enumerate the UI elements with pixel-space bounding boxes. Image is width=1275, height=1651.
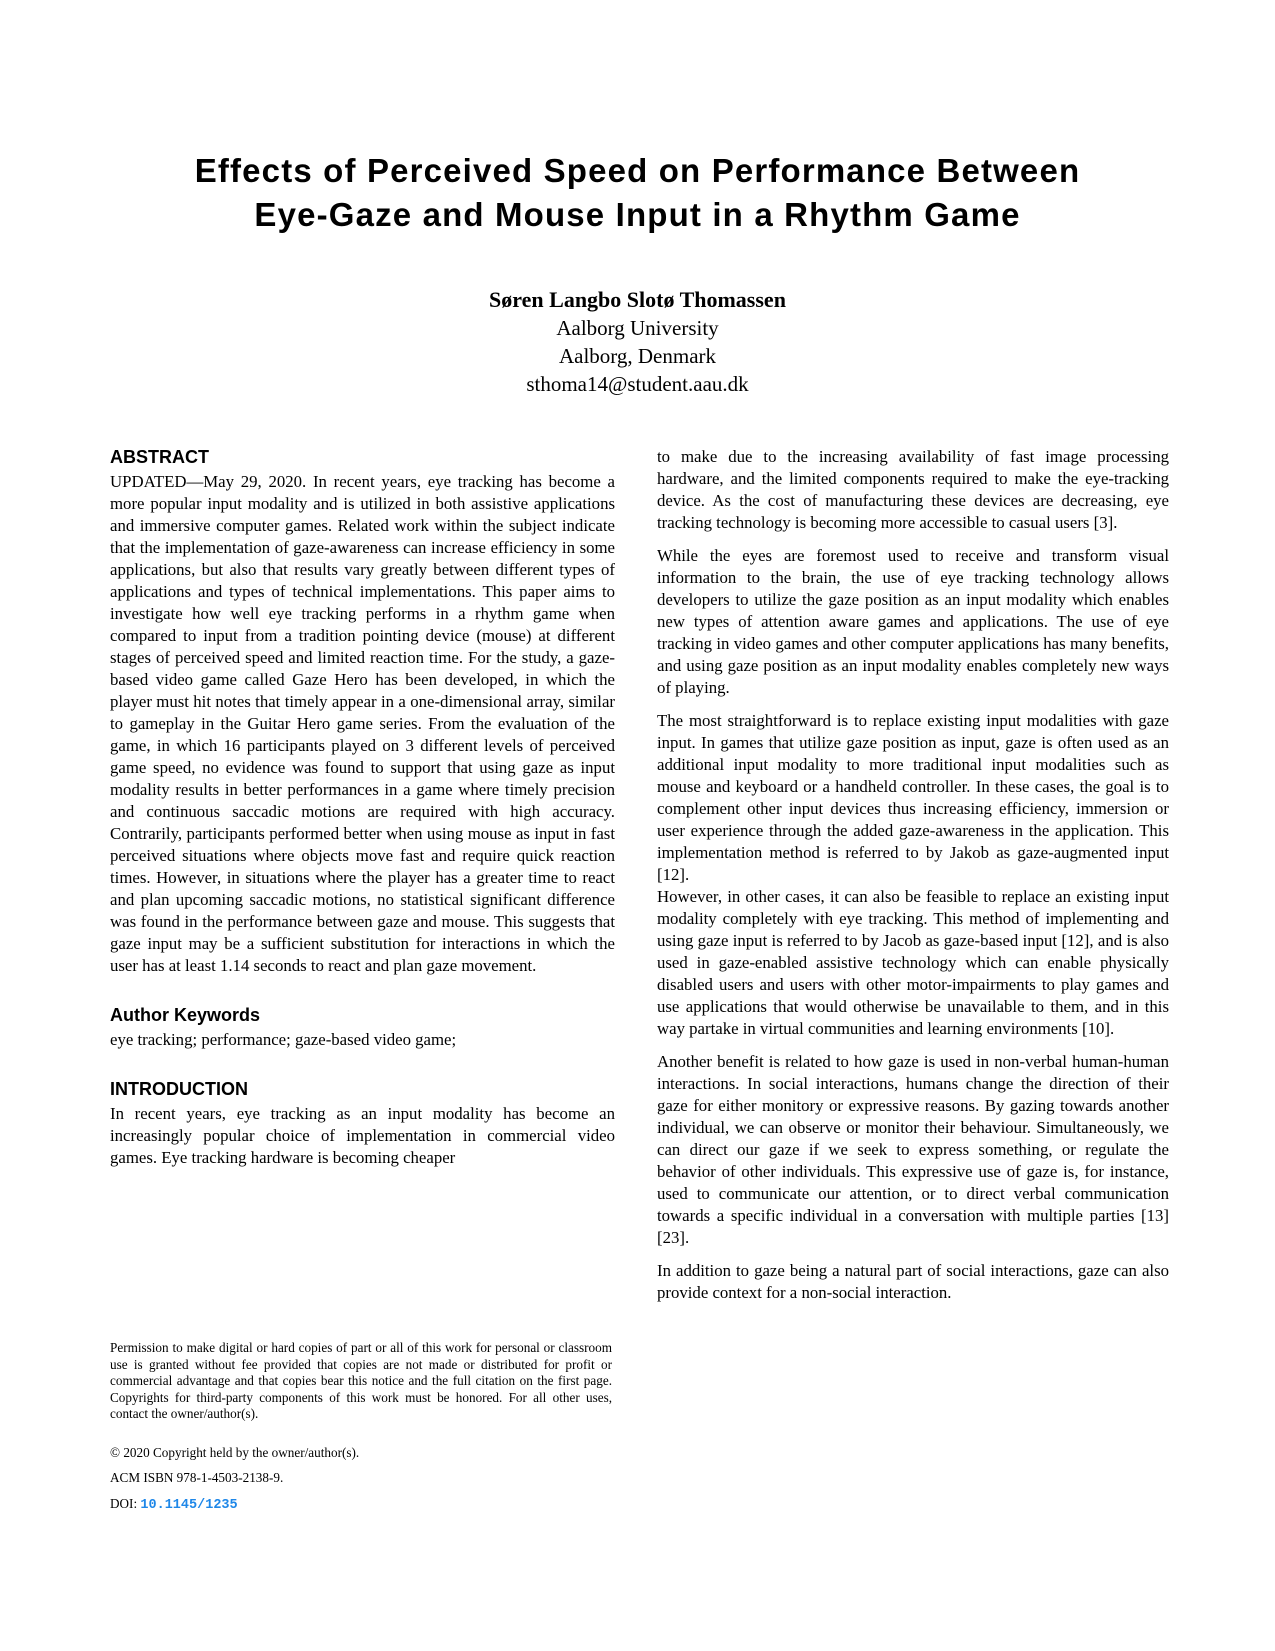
abstract-paragraph: UPDATED—May 29, 2020. In recent years, eye tracking has become a more popular input modality and is utilized in both assistive applications and immersive computer games. Related work within the subject indicate that the implementation of gaze-awareness can increase efficiency in some applications, but also that results vary greatly between different types of applications and types of technical implementations. This paper aims to investigate how well eye tracking performs in a rhythm game when compared to input from a tradition pointing device (mouse) at different stages of perceived speed and limited reaction time. For the study, a gaze-based video game called Gaze Hero has been developed, in which the player must hit notes that timely appear in a one-dimensional array, similar to gameplay in the Guitar Hero game series. From the evaluation of the game, in which 16 participants played on 3 different levels of perceived game speed, no evidence was found to support that using gaze as input modality results in better performances in a game where timely precision and continuous saccadic motions are required with high accuracy. Contrarily, participants performed better when using mouse as input in fast perceived situations where objects move fast and require quick reaction times. However, in situations where the player has a greater time to react and plan upcoming saccadic motions, no statistical significant difference was found in the performance between gaze and mouse. This suggests that gaze input may be a sufficient substitution for interactions in which the user has at least 1.14 seconds to react and plan gaze movement. xyxy=(110,472,615,975)
section-heading-author-keywords: Author Keywords xyxy=(110,1005,261,1025)
right-column xyxy=(657,446,1169,1315)
doi-label: DOI: xyxy=(110,1495,141,1511)
body-paragraph: to make due to the increasing availability of fast image processing hardware, and the limited components required to make the eye-tracking device. As the cost of manufacturing these devices are decreasing, eye tracking technology is becoming more accessible to casual users [3]. xyxy=(657,447,1169,532)
doi-line xyxy=(110,1496,612,1515)
section-heading-abstract: ABSTRACT xyxy=(110,447,209,467)
left-column xyxy=(110,446,615,1180)
author-affiliation: Aalborg University xyxy=(556,316,719,340)
body-paragraph: In addition to gaze being a natural part of social interactions, gaze can also provide context for a non-social interaction. xyxy=(657,1261,1169,1302)
author-name: Søren Langbo Slotø Thomassen xyxy=(489,287,786,312)
body-paragraph: However, in other cases, it can also be feasible to replace an existing input modality completely with eye tracking. This method of implementing and using gaze input is referred to by Jacob as gaze-based input [12], and is also used in gaze-enabled assistive technology which can enable physically disabled users and users with other motor-impairments to play games and use applications that would otherwise be unavailable to them, and in this way partake in virtual communities and learning environments [10]. xyxy=(657,887,1169,1038)
paper-title: Effects of Perceived Speed on Performance Between Eye-Gaze and Mouse Input in a Rhythm Game xyxy=(194,152,1081,233)
body-paragraph: The most straightforward is to replace existing input modalities with gaze input. In games that utilize gaze position as input, gaze is often used as an additional input modality to more traditional input modalities such as mouse and keyboard or a handheld controller. In these cases, the goal is to complement other input devices thus increasing efficiency, immersion or user experience through the added gaze-awareness in the application. This implementation method is referred to by Jakob as gaze-augmented input [12]. xyxy=(657,711,1169,884)
isbn-line: ACM ISBN 978-1-4503-2138-9. xyxy=(110,1470,284,1485)
body-paragraph: Another benefit is related to how gaze is used in non-verbal human-human interactions. In social interactions, humans change the direction of their gaze for either monitory or expressive reasons. By gazing towards another individual, we can observe or monitor their behaviour. Simultaneously, we can direct our gaze if we seek to express something, or regulate the behavior of other individuals. This expressive use of gaze is, for instance, used to communicate our attention, or to direct verbal communication towards a specific individual in a conversation with multiple parties [13][23]. xyxy=(657,1052,1169,1247)
author-block xyxy=(0,286,1275,398)
section-heading-introduction: INTRODUCTION xyxy=(110,1079,248,1099)
doi-link[interactable]: 10.1145/1235 xyxy=(140,1497,238,1513)
body-paragraph: While the eyes are foremost used to receive and transform visual information to the brain, the use of eye tracking technology allows developers to utilize the gaze position as an input modality which enables new types of attention aware games and applications. The use of eye tracking in video games and other computer applications has many benefits, and using gaze position as an input modality enables completely new ways of playing. xyxy=(657,546,1169,697)
footnote-block xyxy=(110,1340,612,1514)
permission-notice: Permission to make digital or hard copies of part or all of this work for personal or classroom use is granted without fee provided that copies are not made or distributed for profit or commercial advantage and that copies bear this notice and the full citation on the first page. Copyrights for third-party components of this work must be honored. For all other uses, contact the owner/author(s). xyxy=(110,1340,612,1421)
copyright-line: © 2020 Copyright held by the owner/author(s). xyxy=(110,1444,360,1460)
keywords-text: eye tracking; performance; gaze-based video game; xyxy=(110,1030,457,1049)
author-location: Aalborg, Denmark xyxy=(558,344,717,368)
author-email: sthoma14@student.aau.dk xyxy=(526,372,749,396)
introduction-paragraph: In recent years, eye tracking as an input modality has become an increasingly popular choice of implementation in commercial video games. Eye tracking hardware is becoming cheaper xyxy=(110,1104,615,1167)
